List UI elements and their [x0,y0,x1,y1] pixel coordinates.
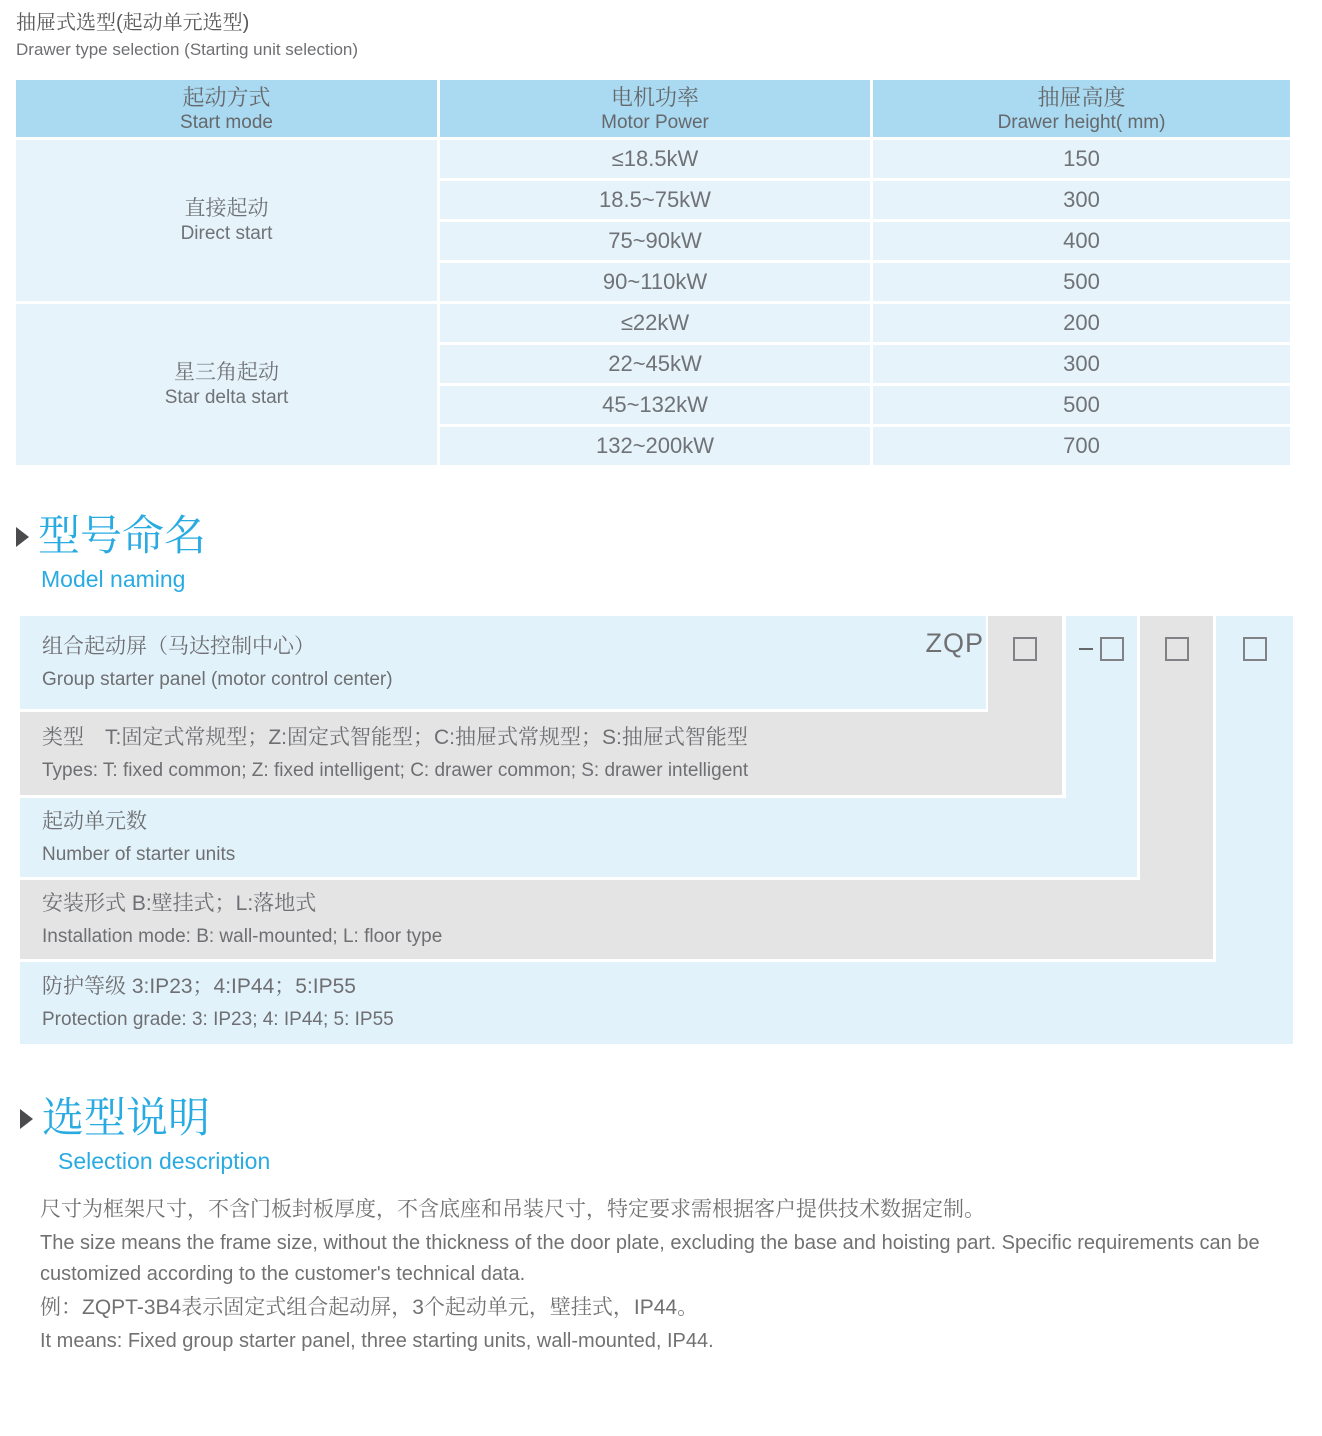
diagram-row-types [20,712,1062,795]
mode-direct-cn: 直接起动 [184,197,269,220]
row-starter-units-cn: 起动单元数 [42,809,147,833]
selection-description-title-cn: 选型说明 [42,1094,211,1141]
height-value: 300 [1063,187,1100,212]
cell-height [873,427,1290,465]
power-value: 132~200kW [595,433,715,458]
row-protection-en: Protection grade: 3: IP23; 4: IP44; 5: IP55 [42,1009,394,1030]
cell-height [873,263,1290,301]
dash-separator [1079,648,1093,650]
selection-description-heading [20,1092,270,1175]
triangle-pointer-icon [20,1109,33,1129]
page-title [16,10,358,61]
power-value: 90~110kW [602,269,708,294]
height-value: 700 [1063,433,1100,458]
height-value: 200 [1063,310,1100,335]
placeholder-box [1013,637,1037,661]
power-value: ≤18.5kW [611,146,699,171]
mode-star-delta-en: Star delta start [164,387,289,408]
cell-height [873,304,1290,342]
power-value: ≤22kW [620,310,690,335]
cell-power [440,386,870,424]
cell-height [873,345,1290,383]
row-types-cn: 类型 T:固定式常规型；Z:固定式智能型；C:抽屉式常规型；S:抽屉式智能型 [42,725,748,749]
digit-column-units [1066,616,1137,877]
header-cell-start-mode [16,80,437,137]
cell-mode-direct-start [16,140,437,301]
digit-column-installation [1140,616,1213,959]
model-naming-heading [16,510,206,593]
cell-power [440,345,870,383]
cell-mode-star-delta [16,304,437,465]
selection-description-title-en: Selection description [58,1148,271,1174]
cell-height [873,222,1290,260]
cell-height [873,386,1290,424]
header-start-mode-cn: 起动方式 [182,84,271,110]
header-motor-power-cn: 电机功率 [610,84,699,110]
mode-star-delta-cn: 星三角起动 [174,361,279,384]
header-drawer-height-cn: 抽屉高度 [1037,84,1126,110]
height-value: 300 [1063,351,1100,376]
header-cell-motor-power [440,80,870,137]
selection-table [16,80,1290,465]
example-paragraph-cn: 例：ZQPT-3B4表示固定式组合起动屏，3个起动单元，壁挂式，IP44。 [40,1296,699,1319]
height-value: 400 [1063,228,1100,253]
row-installation-cn: 安装形式 B:壁挂式；L:落地式 [42,891,317,915]
placeholder-box [1100,637,1124,661]
digit-column-protection [1216,616,1293,1044]
example-paragraph-en: It means: Fixed group starter panel, three starting units, wall-mounted, IP44. [40,1330,714,1352]
model-naming-diagram [20,616,1293,1044]
mode-direct-en: Direct start [180,223,273,244]
placeholder-box [1243,637,1267,661]
page-title-cn: 抽屉式选型(起动单元选型) [16,12,250,34]
cell-power [440,181,870,219]
power-value: 45~132kW [602,392,708,417]
diagram-row-group-starter-panel [20,616,986,709]
cell-power [440,263,870,301]
cell-power [440,304,870,342]
height-value: 150 [1063,146,1100,171]
row-group-starter-cn: 组合起动屏（马达控制中心） [42,634,315,658]
cell-height [873,181,1290,219]
model-code: ZQP [925,628,984,658]
header-start-mode-en: Start mode [180,111,273,133]
description-paragraph-en: The size means the frame size, without the thickness of the door plate, excluding the base and hoisting part. Specific requirements can be customized according to the customer's technical data. [40,1232,1260,1285]
power-value: 22~45kW [608,351,702,376]
placeholder-box [1165,637,1189,661]
model-naming-title-cn: 型号命名 [38,512,207,559]
cell-power [440,222,870,260]
cell-height [873,140,1290,178]
model-naming-heading-text [38,510,206,593]
header-motor-power-en: Motor Power [601,111,709,133]
description-paragraph-cn: 尺寸为框架尺寸，不含门板封板厚度，不含底座和吊装尺寸，特定要求需根据客户提供技术数据定制。 [40,1198,985,1221]
row-types-en: Types: T: fixed common; Z: fixed intelligent; C: drawer common; S: drawer intelligent [42,759,749,781]
selection-description-heading-text [42,1092,270,1175]
height-value: 500 [1063,392,1100,417]
triangle-pointer-icon [16,527,29,547]
diagram-row-installation-mode [20,880,1213,959]
header-drawer-height-en: Drawer height( mm) [997,111,1166,133]
row-starter-units-en: Number of starter units [42,843,236,865]
power-value: 75~90kW [608,228,702,253]
row-protection-cn: 防护等级 3:IP23；4:IP44；5:IP55 [42,975,356,998]
cell-power [440,427,870,465]
digit-column-type [988,616,1062,795]
height-value: 500 [1063,269,1100,294]
row-installation-en: Installation mode: B: wall-mounted; L: floor type [42,925,443,947]
header-cell-drawer-height [873,80,1290,137]
diagram-row-protection-grade [20,962,1293,1044]
model-naming-title-en: Model naming [41,566,186,592]
cell-power [440,140,870,178]
diagram-row-starter-units [20,798,1137,877]
row-group-starter-en: Group starter panel (motor control center) [42,668,393,690]
selection-description-body [40,1194,1292,1359]
page-title-en: Drawer type selection (Starting unit selection) [16,40,359,59]
power-value: 18.5~75kW [599,187,711,212]
